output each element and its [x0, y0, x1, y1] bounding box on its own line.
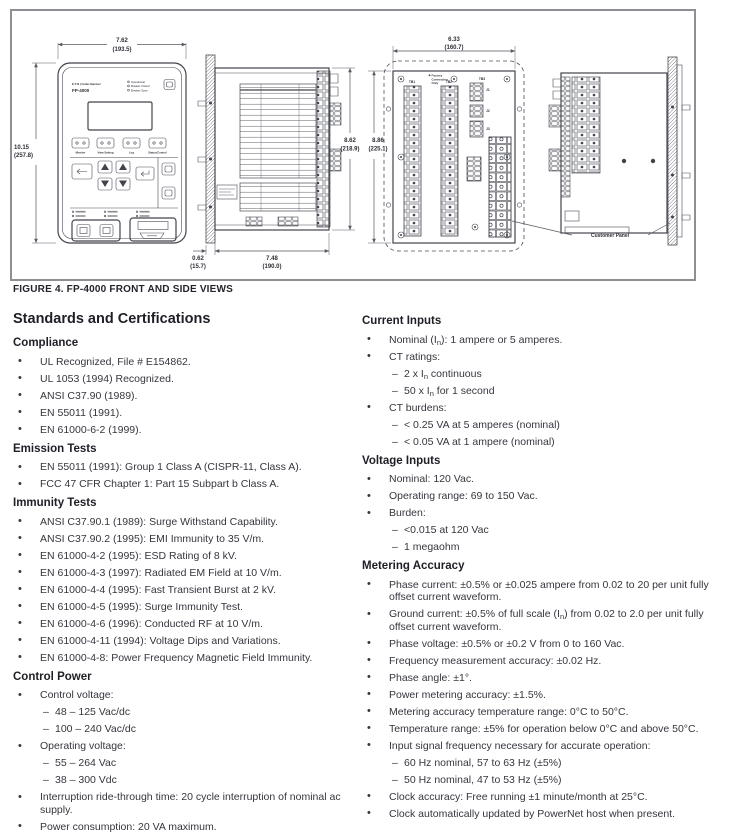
tb2-label: TB2 [445, 80, 453, 84]
side2-terminal-array [572, 77, 600, 173]
side-depth-mm: (190.0) [262, 264, 282, 270]
tb1-label: TB1 [408, 80, 416, 84]
j1-label: J1 [486, 88, 490, 92]
subsection-heading: Current Inputs [362, 315, 442, 327]
spec-item: • EN 61000-6-2 (1999). [13, 424, 351, 437]
subsection-heading: Emission Tests [13, 442, 97, 455]
view-setting-button-label: View Setting [97, 151, 114, 155]
spec-item: • Power metering accuracy: ±1.5%. [362, 689, 722, 702]
j2-label: J2 [486, 109, 490, 113]
spec-subitem: – 100 – 240 Vac/dc [13, 723, 351, 736]
spec-item: • EN 61000-4-4 (1995): Fast Transient Burst at 2 kV. [13, 584, 351, 597]
led-legend-rows [76, 212, 150, 216]
side-depth-in: 7.48 [266, 256, 278, 262]
spec-subitem: – 2 x $I_n$ continuous [362, 368, 722, 381]
spec-item: • Clock accuracy: Free running ±1 minute/month at 25°C. [362, 791, 722, 804]
led-breaker-open-label: Breaker Open [131, 89, 148, 93]
brand-label: E:T·N | Cutler-Hammer [72, 83, 101, 86]
spec-subitem: – 50 Hz nominal, 47 to 53 Hz (±5%) [362, 774, 722, 787]
section-heading: Standards and Certifications [13, 311, 211, 327]
j1-connector [470, 83, 483, 101]
lcd-display [88, 102, 152, 130]
spec-item: • Burden: [362, 507, 722, 520]
spec-item: • ANSI C37.90 (1989). [13, 390, 351, 403]
spec-item: • Clock automatically updated by PowerNet host when present. [362, 808, 722, 821]
spec-item: • EN 61000-4-6 (1996): Conducted RF at 10 V/m. [13, 618, 351, 631]
spec-list [13, 516, 351, 665]
front-width-mm: (193.5) [112, 47, 132, 53]
spec-item: • EN 61000-4-8: Power Frequency Magnetic Field Immunity. [13, 652, 351, 665]
subsection-heading: Metering Accuracy [362, 560, 465, 572]
tb2-terminal-block [441, 86, 458, 236]
subsection-heading: Immunity Tests [13, 497, 97, 509]
spec-item: • Nominal $(I_n)$: 1 ampere or 5 amperes. [362, 334, 722, 347]
flange-depth-mm: (15.7) [190, 264, 206, 270]
status-control-button-label: Status/Control [148, 151, 167, 155]
subsection-heading: Control Power [13, 670, 92, 683]
spec-item: • Phase voltage: ±0.5% or ±0.2 V from 0 to 160 Vac. [362, 638, 722, 651]
figure-caption: FIGURE 4. FP-4000 FRONT AND SIDE VIEWS [13, 284, 234, 295]
right-column [362, 315, 722, 825]
spec-item: • CT ratings: [362, 351, 722, 364]
spec-item: • Nominal: 120 Vac. [362, 473, 722, 486]
j3-label: J3 [486, 127, 490, 131]
spec-item: • Operating voltage: [13, 740, 351, 753]
spec-subitem: – < 0.05 VA at 1 ampere (nominal) [362, 436, 722, 449]
spec-item: • UL Recognized, File # E154862. [13, 356, 351, 369]
spec-subitem: – 38 – 300 Vdc [13, 774, 351, 787]
spec-subitem: – 48 – 125 Vac/dc [13, 706, 351, 719]
j2-connector [470, 105, 483, 117]
spec-subitem: – 1 megaohm [362, 541, 722, 554]
spec-item: • Ground current: ±0.5% of full scale $(I_n)$ from 0.02 to 2.0 per unit fully offset current waveform. [362, 608, 722, 633]
front-height-in: 10.15 [14, 145, 30, 151]
spec-item: • EN 61000-4-2 (1995): ESD Rating of 8 kV. [13, 550, 351, 563]
factory-note-line3: Only [431, 81, 439, 86]
flange-depth-in: 0.62 [192, 256, 204, 262]
spec-item: • Metering accuracy temperature range: 0°C to 50°C. [362, 706, 722, 719]
spec-list [13, 461, 351, 491]
spec-subitem: – 50 x $I_n$ for 1 second [362, 385, 722, 398]
spec-subitem: – <0.015 at 120 Vac [362, 524, 722, 537]
comm-port [130, 218, 176, 241]
side-height-in: 8.62 [344, 138, 356, 144]
side-height-mm: (218.9) [340, 146, 360, 153]
terminal-strip [317, 71, 330, 227]
spec-list [362, 473, 722, 554]
factory-note-line2: Connection [431, 77, 448, 82]
rear-height-mm: (225.1) [368, 146, 388, 153]
j3-connector [470, 121, 483, 137]
factory-note-line1: Factory [431, 73, 443, 78]
rear-height-in: 8.86 [372, 138, 384, 144]
spec-item: • Phase current: ±0.5% or ±0.025 ampere from 0.02 to 20 per unit fully offset current waveform. [362, 579, 722, 604]
front-height-mm: (257.8) [14, 153, 34, 159]
function-buttons [72, 138, 166, 148]
side-view [190, 55, 359, 270]
spec-item: • CT burdens: [362, 402, 722, 415]
spec-item: • Input signal frequency necessary for accurate operation: [362, 740, 722, 753]
spec-item: • Phase angle: ±1°. [362, 672, 722, 685]
spec-item: • Power consumption: 20 VA maximum. [13, 821, 351, 834]
spec-list [13, 689, 351, 833]
spec-subitem: – 60 Hz nominal, 57 to 63 Hz (±5%) [362, 757, 722, 770]
monitor-button-label: Monitor [75, 151, 86, 155]
spec-subitem: – 55 – 264 Vac [13, 757, 351, 770]
spec-item: • UL 1053 (1994) Recognized. [13, 373, 351, 386]
spec-subitem: – < 0.25 VA at 5 amperes (nominal) [362, 419, 722, 432]
spec-item: • Control voltage: [13, 689, 351, 702]
figure-4-drawing [10, 9, 696, 281]
model-label: FP-4000 [72, 88, 90, 93]
spec-item: • ANSI C37.90.1 (1989): Surge Withstand Capability. [13, 516, 351, 529]
spec-item: • Interruption ride-through time: 20 cycle interruption of nominal ac supply. [13, 791, 351, 816]
spec-item: • FCC 47 CFR Chapter 1: Part 15 Subpart b Class A. [13, 478, 351, 491]
subsection-heading: Compliance [13, 337, 79, 349]
tb3-label: TB3 [478, 77, 486, 81]
left-column [13, 311, 351, 838]
fp4000-views-svg [12, 11, 694, 279]
keypad [72, 161, 175, 199]
side-view-2 [512, 57, 690, 245]
led-breaker-closed-label: Breaker Closed [131, 85, 150, 89]
spec-item: • Temperature range: ±5% for operation below 0°C and above 50°C. [362, 723, 722, 736]
lamp-test-button [164, 80, 175, 90]
spec-list [362, 334, 722, 449]
spec-item: • EN 61000-4-3 (1997): Radiated EM Field at 10 V/m. [13, 567, 351, 580]
spec-item: • EN 55011 (1991): Group 1 Class A (CISPR-11, Class A). [13, 461, 351, 474]
spec-item: • Frequency measurement accuracy: ±0.02 Hz. [362, 655, 722, 668]
rear-width-mm: (160.7) [444, 45, 464, 51]
front-width-in: 7.62 [116, 38, 128, 44]
spec-item: • Operating range: 69 to 150 Vac. [362, 490, 722, 503]
spec-item: • EN 61000-4-11 (1994): Voltage Dips and Variations. [13, 635, 351, 648]
tb1-terminal-block [404, 86, 421, 236]
subsection-heading: Voltage Inputs [362, 454, 441, 467]
spec-item: • EN 55011 (1991). [13, 407, 351, 420]
spec-list [13, 356, 351, 437]
rear-view [368, 37, 524, 251]
rating-label [240, 183, 316, 211]
led-operational-label: Operational [131, 81, 145, 84]
front-view [14, 38, 186, 243]
spec-item: • ANSI C37.90.2 (1995): EMI Immunity to 35 V/m. [13, 533, 351, 546]
spec-item: • EN 61000-4-5 (1995): Surge Immunity Test. [13, 601, 351, 614]
wiring-chart-label [240, 84, 316, 178]
log-button-label: Log [129, 151, 134, 155]
spec-list [362, 579, 722, 821]
tb3-terminal-block [489, 137, 511, 237]
mounting-flange [206, 55, 215, 243]
rear-width-in: 6.33 [448, 37, 460, 43]
customer-panel-label: Customer Panel [590, 233, 630, 239]
